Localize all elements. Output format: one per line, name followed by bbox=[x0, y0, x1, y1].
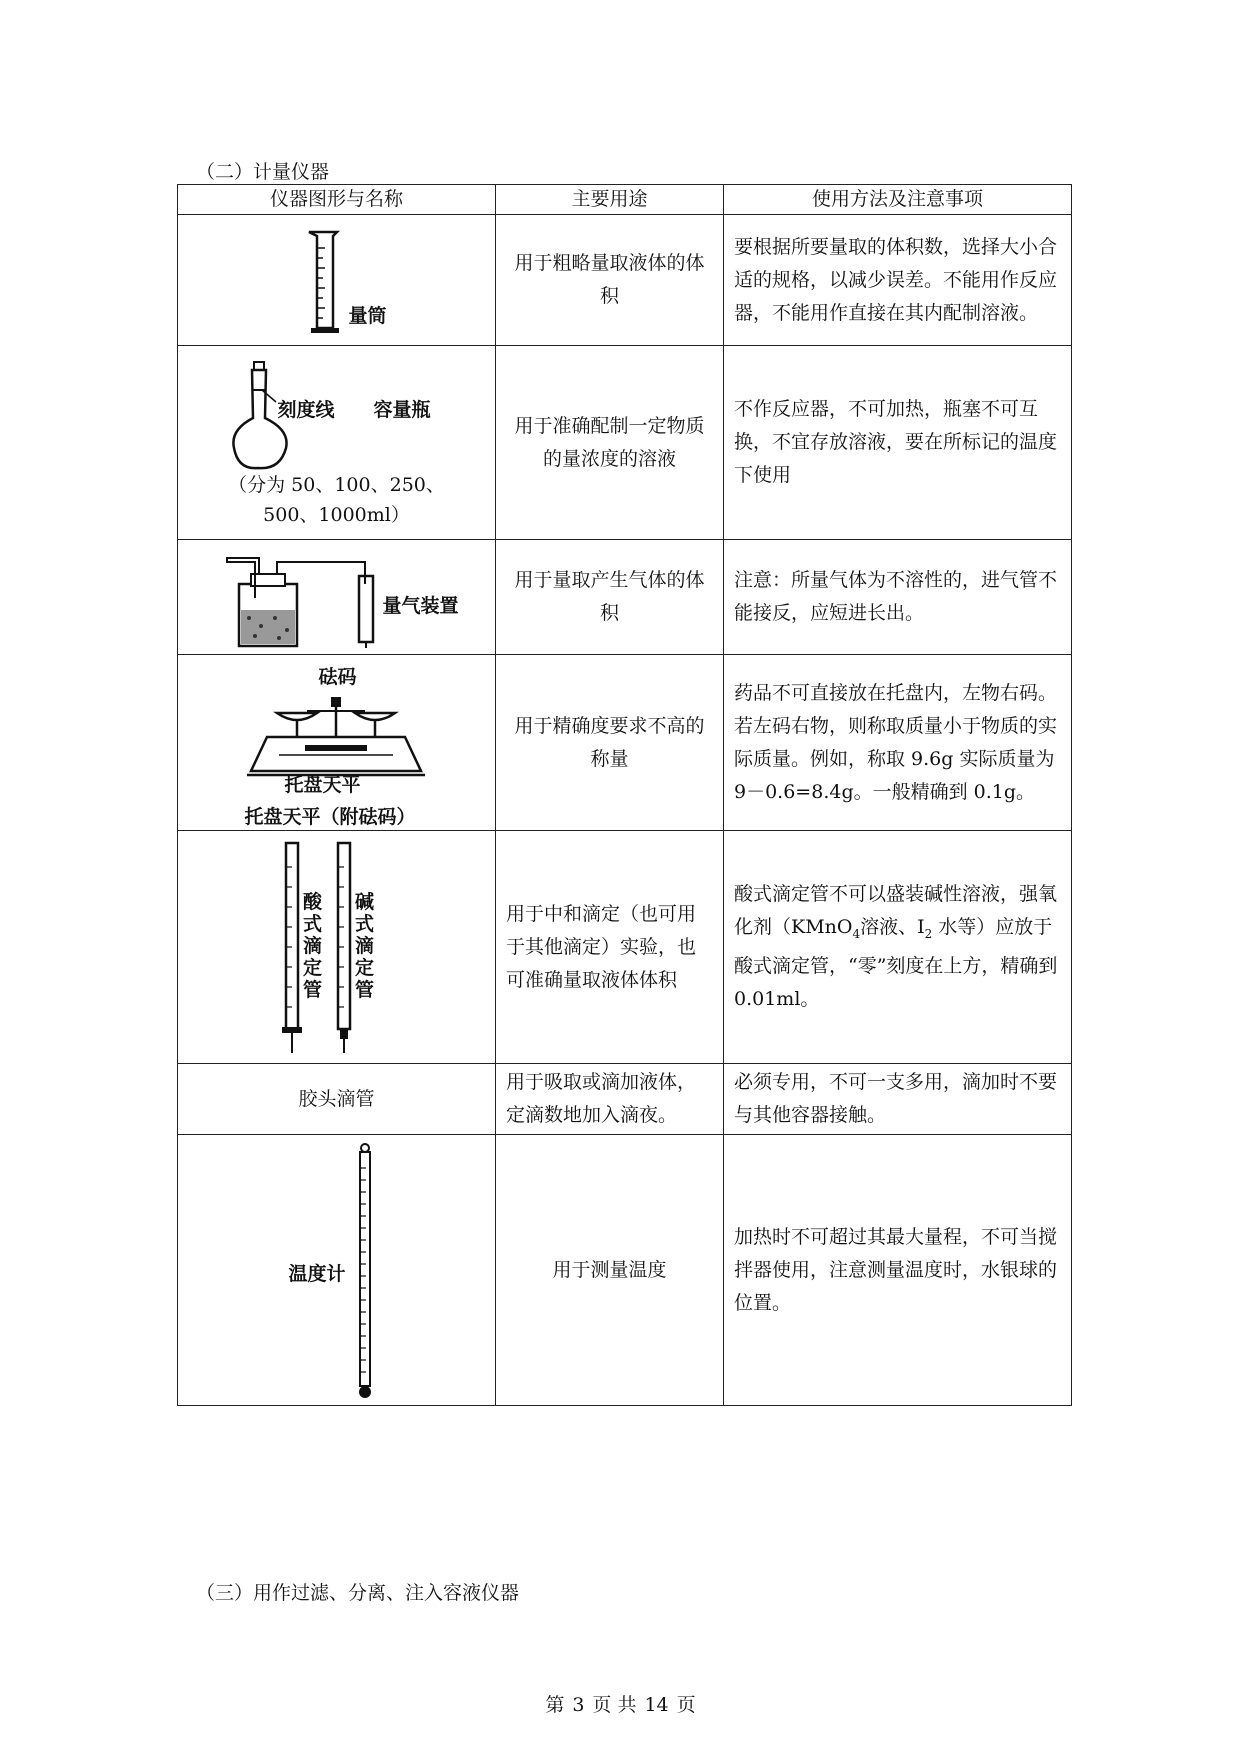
instrument-cell bbox=[178, 831, 496, 1064]
instrument-cell bbox=[178, 1135, 496, 1406]
notes-cell: 必须专用，不可一支多用，滴加时不要与其他容器接触。 bbox=[724, 1064, 1072, 1135]
notes-cell: 药品不可直接放在托盘内，左物右码。若左码右物，则称取质量小于物质的实际质量。例如，称取 9.6g 实际质量为 9－0.6=8.4g。一般精确到 0.1g。 bbox=[724, 655, 1072, 831]
table-row bbox=[178, 215, 1072, 346]
graduation-line-label: 刻度线 bbox=[277, 398, 335, 421]
acid-burette-label: 酸式滴定管 bbox=[302, 891, 322, 1001]
table-row bbox=[178, 831, 1072, 1064]
notes-cell: 要根据所要量取的体积数，选择大小合适的规格，以减少误差。不能用作反应器，不能用作直接在其内配制溶液。 bbox=[724, 215, 1072, 346]
page-footer: 第 3 页 共 14 页 bbox=[545, 1694, 696, 1716]
total-pages: 14 bbox=[644, 1694, 669, 1716]
instrument-cell bbox=[178, 540, 496, 655]
instrument-caption: 托盘天平（附砝码） bbox=[244, 805, 416, 828]
header-cell: 仪器图形与名称 bbox=[178, 185, 496, 215]
instrument-name: 胶头滴管 bbox=[298, 1087, 375, 1110]
instrument-name: 容量瓶 bbox=[373, 398, 431, 421]
base-burette-label: 碱式滴定管 bbox=[354, 891, 374, 1001]
usage-cell: 用于粗略量取液体的体积 bbox=[496, 215, 724, 346]
instrument-name: 量筒 bbox=[348, 305, 387, 327]
usage-cell: 用于准确配制一定物质的量浓度的溶液 bbox=[496, 346, 724, 540]
notes-cell: 酸式滴定管不可以盛装碱性溶液，强氧化剂（KMnO$_4$溶液、$I_2$ 水等）应放于酸式滴定管，“零”刻度在上方，精确到 0.01ml。 bbox=[724, 831, 1072, 1064]
instrument-cell bbox=[178, 346, 496, 540]
usage-cell: 用于精确度要求不高的称量 bbox=[496, 655, 724, 831]
header-cell: 使用方法及注意事项 bbox=[724, 185, 1072, 215]
notes-cell: 注意：所量气体为不溶性的，进气管不能接反，应短进长出。 bbox=[724, 540, 1072, 655]
instrument-cell bbox=[178, 1064, 496, 1135]
table-row bbox=[178, 1064, 1072, 1135]
section-title-filtering: （三）用作过滤、分离、注入容液仪器 bbox=[196, 1582, 520, 1604]
instrument-name: 托盘天平 bbox=[284, 773, 361, 796]
instrument-name: 温度计 bbox=[288, 1263, 346, 1285]
header-cell: 主要用途 bbox=[496, 185, 724, 215]
table-row bbox=[178, 1135, 1072, 1406]
instrument-cell bbox=[178, 655, 496, 831]
usage-cell: 用于测量温度 bbox=[496, 1135, 724, 1406]
weights-label: 砝码 bbox=[318, 665, 357, 688]
table-row bbox=[178, 655, 1072, 831]
instrument-name: 量气装置 bbox=[382, 595, 459, 617]
section-title-measuring: （二）计量仪器 bbox=[196, 161, 330, 183]
notes-cell: 加热时不可超过其最大量程，不可当搅拌器使用，注意测量温度时，水银球的位置。 bbox=[724, 1135, 1072, 1406]
flask-sizes-note: （分为 50、100、250、500、1000ml） bbox=[228, 473, 445, 526]
instrument-table bbox=[177, 184, 1072, 1406]
table-row bbox=[178, 540, 1072, 655]
table-row bbox=[178, 346, 1072, 540]
burette-icon bbox=[272, 837, 402, 1057]
usage-cell: 用于中和滴定（也可用于其他滴定）实验，也可准确量取液体体积 bbox=[496, 831, 724, 1064]
usage-cell: 用于吸取或滴加液体，定滴数地加入滴夜。 bbox=[496, 1064, 724, 1135]
page-number: 3 bbox=[572, 1694, 585, 1716]
usage-cell: 用于量取产生气体的体积 bbox=[496, 540, 724, 655]
instrument-cell bbox=[178, 215, 496, 346]
notes-cell: 不作反应器，不可加热，瓶塞不可互换，不宜存放溶液，要在所标记的温度下使用 bbox=[724, 346, 1072, 540]
table-header-row bbox=[178, 185, 1072, 215]
